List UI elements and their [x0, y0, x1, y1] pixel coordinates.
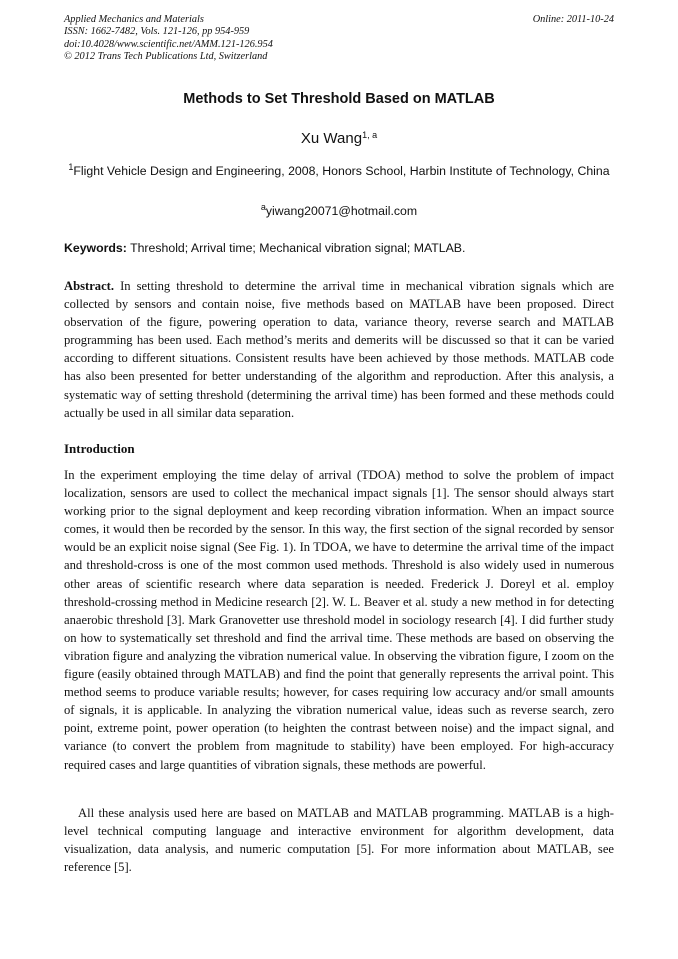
section-heading-introduction: Introduction	[64, 441, 135, 456]
keywords-text: Threshold; Arrival time; Mechanical vibration signal; MATLAB.	[130, 241, 466, 255]
keywords	[64, 241, 614, 255]
author-superscript: 1, a	[362, 130, 378, 140]
affiliation-text: Flight Vehicle Design and Engineering, 2008, Honors School, Harbin Institute of Technology, China	[73, 164, 610, 178]
journal-masthead	[64, 14, 614, 64]
affiliation-superscript: 1	[68, 162, 74, 172]
email-superscript: a	[260, 202, 266, 212]
journal-issn: ISSN: 1662-7482, Vols. 121-126, pp 954-959	[64, 26, 250, 38]
abstract-label: Abstract.	[64, 279, 115, 293]
author-line	[64, 130, 614, 147]
author-email	[64, 202, 614, 218]
email-text: yiwang20071@hotmail.com	[265, 204, 418, 218]
journal-copyright: © 2012 Trans Tech Publications Ltd, Switzerland	[64, 51, 268, 63]
online-date: Online: 2011-10-24	[532, 14, 614, 25]
paper-title: Methods to Set Threshold Based on MATLAB	[183, 91, 495, 107]
journal-doi: doi:10.4028/www.scientific.net/AMM.121-126.954	[64, 38, 273, 50]
journal-name: Applied Mechanics and Materials	[64, 14, 204, 25]
keywords-label: Keywords:	[64, 241, 127, 255]
introduction-paragraph-2: All these analysis used here are based on MATLAB and MATLAB programming. MATLAB is a high-level technical computing language and interactive environment for algorithm development, data visualization, data analysis, and numeric computation [5]. For more information about MATLAB, see reference [5].	[64, 806, 614, 875]
introduction-paragraph-1: In the experiment employing the time delay of arrival (TDOA) method to solve the problem of impact localization, sensors are used to collect the mechanical impact signals [1]. The sensor should always start working prior to the signal deployment and keep recording vibration information. When an impact source comes, it would then be recorded by the sensor. In this way, the first section of the signal recorded by sensor would be an explicit noise signal (See Fig. 1). In TDOA, we have to determine the arrival time of the impact and threshold-cross is one of the most common used methods. Threshold is also widely used in numerous other areas of scientific research where data separation is needed. Frederick J. Doreyl et al. employ threshold-crossing method in Medicine research [2]. W. L. Beaver et al. study a new method in for detecting anaerobic threshold [3]. Mark Granovetter use threshold model in sociology research [4]. I did further study on how to systematically set threshold and find the arrival time. These methods are based on observing the vibration figure and analyzing the vibration numerical value. In observing the vibration figure, I zoom on the figure (easily obtained through MATLAB) and find the point that generally represents the arrival point. This method seems to produce variable results; however, for cases requiring low accuracy and/or small amounts of signals, it is applicable. In analyzing the vibration numerical value, ideas such as reverse search, zero point, extreme point, power operation (to heighten the contrast between noise) and the impact signal, and variance (to convert the problem from magnitude to stability) have been employed. For high-accuracy required cases and large quantities of vibration signals, these methods are powerful.	[64, 468, 614, 772]
abstract	[64, 277, 614, 422]
author-name: Xu Wang	[300, 130, 363, 147]
abstract-text: In setting threshold to determine the arrival time in mechanical vibration signals which are collected by sensors and contain noise, five methods based on MATLAB have been proposed. Direct observation of the figure, powering operation to data, variance theory, reverse search and MATLAB programming has been used. Each method’s merits and demerits will be discussed so that it can be varied according to different situations. Consistent results have been achieved by those methods. MATLAB code has also been presented for better understanding of the algorithm and reproduction. After this analysis, a systematic way of setting threshold (determining the arrival time) has been formed and these methods could actually be used in all similar data separation.	[64, 279, 614, 420]
affiliation	[64, 158, 614, 181]
